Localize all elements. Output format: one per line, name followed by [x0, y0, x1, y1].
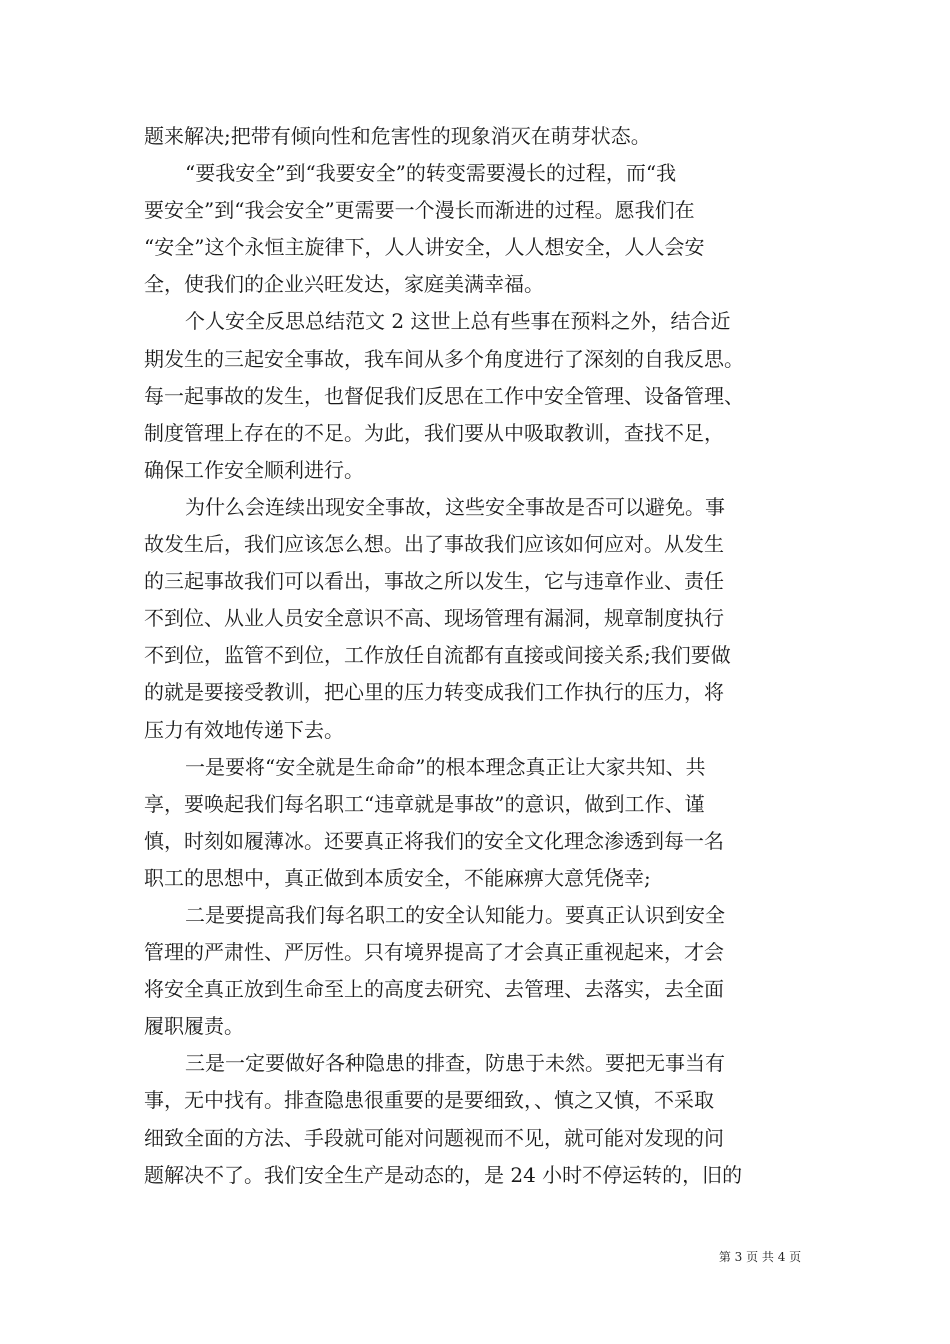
text-line: 不到位、从业人员安全意识不高、现场管理有漏洞，规章制度执行 [144, 606, 724, 631]
text-line: 将安全真正放到生命至上的高度去研究、去管理、去落实，去全面 [144, 977, 724, 1002]
text-line: 期发生的三起安全事故，我车间从多个角度进行了深刻的自我反思。 [144, 346, 744, 371]
text-line: 职工的思想中，真正做到本质安全，不能麻痹大意凭侥幸; [144, 865, 651, 890]
text-line: 每一起事故的发生，也督促我们反思在工作中安全管理、设备管理、 [144, 383, 744, 408]
text-line: 二是要提高我们每名职工的安全认知能力。要真正认识到安全 [185, 902, 725, 927]
text-line: 题解决不了。我们安全生产是动态的，是 24 小时不停运转的，旧的 [144, 1162, 743, 1187]
text-line: 要安全”到“我会安全”更需要一个漫长而渐进的过程。愿我们在 [144, 198, 695, 223]
text-line: 压力有效地传递下去。 [144, 717, 344, 742]
text-line: 履职履责。 [144, 1014, 244, 1039]
page-number-footer: 第 3 页 共 4 页 [718, 1250, 802, 1264]
text-line: 为什么会连续出现安全事故，这些安全事故是否可以避免。事 [185, 494, 725, 519]
text-line: 管理的严肃性、严厉性。只有境界提高了才会真正重视起来，才会 [144, 940, 724, 965]
text-line: 一是要将“安全就是生命命”的根本理念真正让大家共知、共 [185, 754, 706, 779]
text-line: 个人安全反思总结范文 2 这世上总有些事在预料之外，结合近 [185, 309, 731, 334]
text-line: 全，使我们的企业兴旺发达，家庭美满幸福。 [144, 272, 544, 297]
text-line: 制度管理上存在的不足。为此，我们要从中吸取教训，查找不足， [144, 420, 724, 445]
text-line: 三是一定要做好各种隐患的排查，防患于未然。要把无事当有 [185, 1051, 725, 1076]
text-line: 的三起事故我们可以看出，事故之所以发生，它与违章作业、责任 [144, 569, 724, 594]
text-line: 的就是要接受教训，把心里的压力转变成我们工作执行的压力，将 [144, 680, 724, 705]
text-line: 事，无中找有。排查隐患很重要的是要细致，、慎之又慎，不采取 [144, 1088, 714, 1113]
text-line: 慎，时刻如履薄冰。还要真正将我们的安全文化理念渗透到每一名 [144, 828, 724, 853]
document-body [144, 118, 824, 1194]
text-line: 细致全面的方法、手段就可能对问题视而不见，就可能对发现的问 [144, 1125, 724, 1150]
text-line: 享，要唤起我们每名职工“违章就是事故”的意识，做到工作、谨 [144, 791, 705, 816]
text-line: 题来解决;把带有倾向性和危害性的现象消灭在萌芽状态。 [144, 124, 651, 148]
text-line: 确保工作安全顺利进行。 [144, 457, 364, 482]
text-line: “安全”这个永恒主旋律下，人人讲安全，人人想安全，人人会安 [144, 235, 705, 260]
text-line: “要我安全”到“我要安全”的转变需要漫长的过程，而“我 [185, 161, 677, 186]
text-line: 不到位，监管不到位，工作放任自流都有直接或间接关系;我们要做 [144, 643, 731, 668]
text-line: 故发生后，我们应该怎么想。出了事故我们应该如何应对。从发生 [144, 532, 724, 557]
